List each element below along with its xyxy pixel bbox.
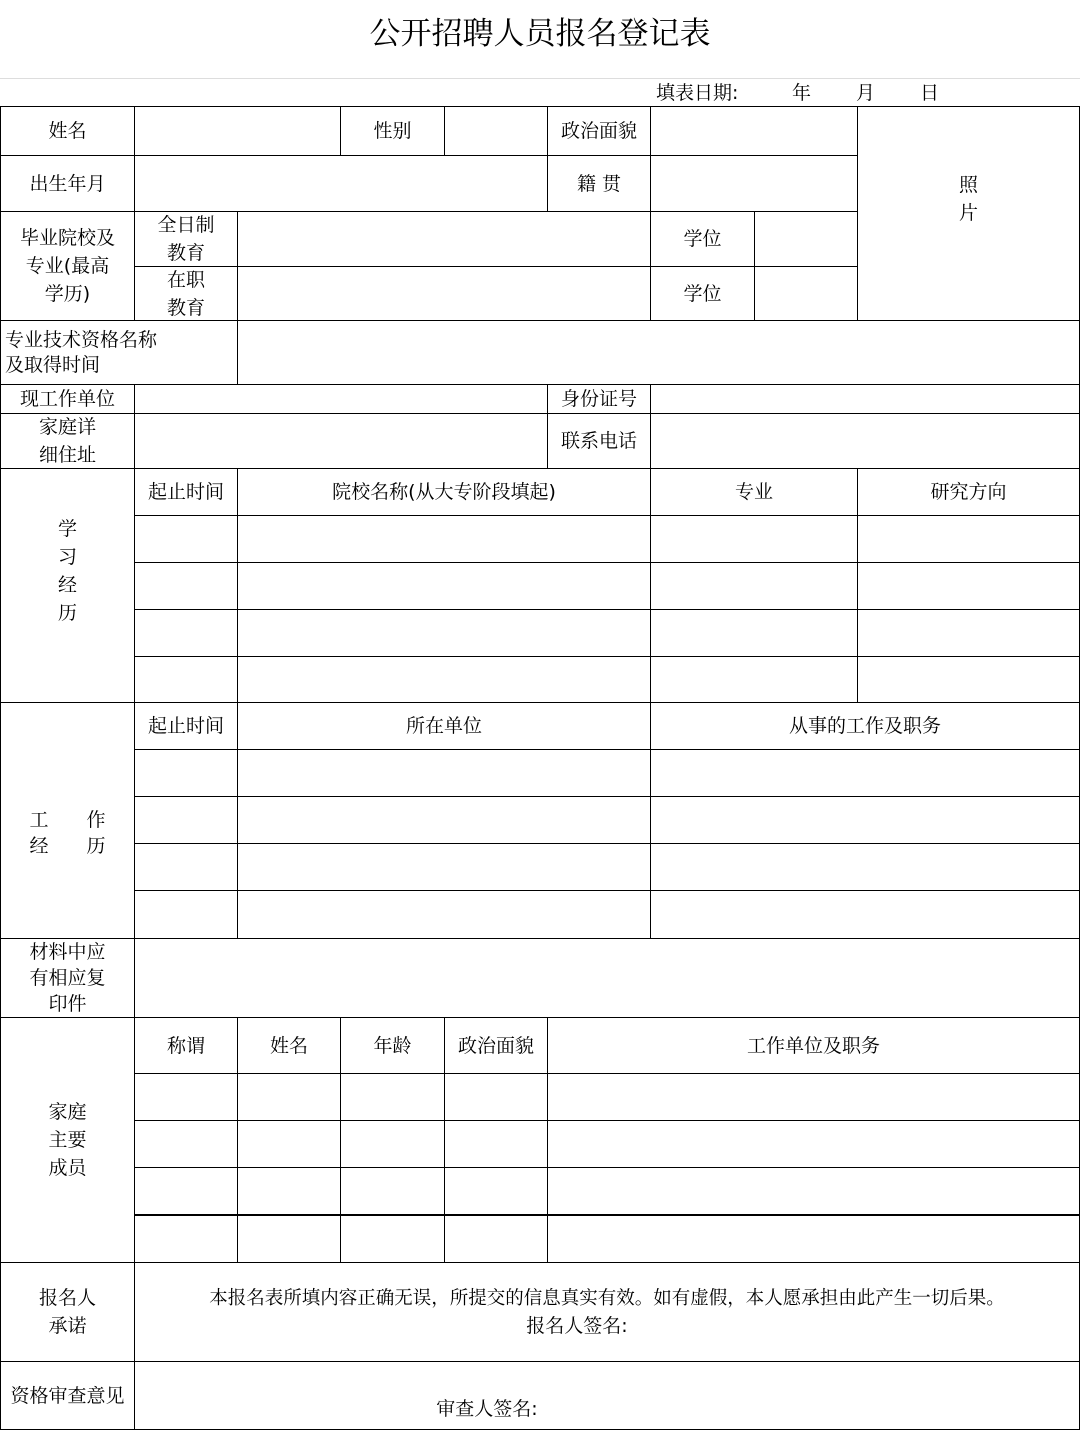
pledge-signature[interactable]: 报名人签名: [526,1315,628,1337]
work-row-1-duty[interactable] [650,749,1080,797]
form-title-text: 公开招聘人员报名登记表 [369,16,711,52]
family-row-4-political[interactable] [444,1214,548,1263]
date-year: 年 [792,82,812,104]
work-row-3-duty[interactable] [650,843,1080,891]
materials-field[interactable] [134,938,1080,1018]
family-row-4-relation[interactable] [134,1214,238,1263]
study-header-major: 专业 [650,468,858,516]
family-header-name: 姓名 [237,1017,341,1074]
family-row-3-political[interactable] [444,1167,548,1215]
family-header-employer: 工作单位及职务 [547,1017,1080,1074]
political-label: 政治面貌 [547,106,651,156]
family-row-4-employer[interactable] [547,1214,1080,1263]
study-row-4-major[interactable] [650,656,858,703]
review-signature: 审查人签名: [436,1398,538,1420]
study-row-3-period[interactable] [134,609,238,657]
family-row-1-name[interactable] [237,1073,341,1121]
review-label: 资格审查意见 [0,1361,135,1430]
address-field[interactable] [134,413,548,469]
birth-label: 出生年月 [0,155,135,212]
family-row-1-relation[interactable] [134,1073,238,1121]
study-header-school: 院校名称(从大专阶段填起) [237,468,651,516]
photo-box[interactable] [857,106,1080,321]
work-header-unit: 所在单位 [237,702,651,750]
native-label: 籍 贯 [547,155,651,212]
photo-label-2: 片 [958,201,978,224]
family-row-2-age[interactable] [340,1120,445,1168]
work-row-3-period[interactable] [134,843,238,891]
study-header-period: 起止时间 [134,468,238,516]
inservice-label: 在职 教育 [134,266,238,321]
birth-field[interactable] [134,155,548,212]
family-row-3-name[interactable] [237,1167,341,1215]
work-section-label: 工 作 经 历 [0,702,135,939]
id-label: 身份证号 [547,384,651,414]
degree-field-2[interactable] [754,266,858,321]
family-row-4-age[interactable] [340,1214,445,1263]
family-row-4-name[interactable] [237,1214,341,1263]
family-header-relation: 称谓 [134,1017,238,1074]
family-row-2-employer[interactable] [547,1120,1080,1168]
family-row-3-age[interactable] [340,1167,445,1215]
study-row-1-direction[interactable] [857,515,1080,563]
study-row-4-period[interactable] [134,656,238,703]
family-row-1-employer[interactable] [547,1073,1080,1121]
family-row-3-employer[interactable] [547,1167,1080,1215]
study-section-label: 学 习 经 历 [0,468,135,703]
family-row-1-political[interactable] [444,1073,548,1121]
family-header-age: 年龄 [340,1017,445,1074]
work-row-2-duty[interactable] [650,796,1080,844]
work-row-1-unit[interactable] [237,749,651,797]
study-row-3-school[interactable] [237,609,651,657]
degree-label-1: 学位 [650,211,755,267]
study-header-direction: 研究方向 [857,468,1080,516]
id-field[interactable] [650,384,1080,414]
political-field[interactable] [650,106,858,156]
phone-label: 联系电话 [547,413,651,469]
study-row-2-major[interactable] [650,562,858,610]
gender-label: 性别 [340,106,445,156]
gender-field[interactable] [444,106,548,156]
work-row-3-unit[interactable] [237,843,651,891]
inservice-field[interactable] [237,266,651,321]
cert-label: 专业技术资格名称 及取得时间 [0,320,238,385]
pledge-content [134,1262,1080,1362]
family-row-2-political[interactable] [444,1120,548,1168]
name-field[interactable] [134,106,341,156]
address-label: 家庭详 细住址 [0,413,135,469]
family-row-2-relation[interactable] [134,1120,238,1168]
employer-label: 现工作单位 [0,384,135,414]
work-row-4-duty[interactable] [650,890,1080,939]
degree-label-2: 学位 [650,266,755,321]
study-row-1-school[interactable] [237,515,651,563]
study-row-4-direction[interactable] [857,656,1080,703]
pledge-text: 本报名表所填内容正确无误，所提交的信息真实有效。如有虚假，本人愿承担由此产生一切后果。 [209,1288,1005,1309]
fulltime-label: 全日制 教育 [134,211,238,267]
date-day: 日 [920,82,940,104]
family-row-1-age[interactable] [340,1073,445,1121]
study-row-1-period[interactable] [134,515,238,563]
study-row-3-direction[interactable] [857,609,1080,657]
work-header-duty: 从事的工作及职务 [650,702,1080,750]
native-field[interactable] [650,155,858,212]
work-row-4-period[interactable] [134,890,238,939]
materials-label: 材料中应 有相应复 印件 [0,938,135,1018]
divider [0,78,1080,79]
study-row-2-direction[interactable] [857,562,1080,610]
family-header-political: 政治面貌 [444,1017,548,1074]
photo-label-1: 照 [958,173,978,196]
study-row-3-major[interactable] [650,609,858,657]
date-month: 月 [856,82,876,104]
study-row-2-school[interactable] [237,562,651,610]
name-label: 姓名 [0,106,135,156]
study-row-2-period[interactable] [134,562,238,610]
family-section-label: 家庭 主要 成员 [0,1017,135,1263]
work-header-period: 起止时间 [134,702,238,750]
fulltime-field[interactable] [237,211,651,267]
cert-field[interactable] [237,320,1080,385]
pledge-label: 报名人 承诺 [0,1262,135,1362]
work-row-4-unit[interactable] [237,890,651,939]
family-row-3-relation[interactable] [134,1167,238,1215]
work-row-2-unit[interactable] [237,796,651,844]
school-major-label: 毕业院校及 专业(最高 学历) [0,211,135,321]
form-title [0,0,1080,78]
work-row-1-period[interactable] [134,749,238,797]
family-row-2-name[interactable] [237,1120,341,1168]
study-row-4-school[interactable] [237,656,651,703]
review-content[interactable] [134,1361,1080,1430]
study-row-1-major[interactable] [650,515,858,563]
employer-field[interactable] [134,384,548,414]
date-label: 填表日期: [656,82,739,104]
work-row-2-period[interactable] [134,796,238,844]
degree-field-1[interactable] [754,211,858,267]
phone-field[interactable] [650,413,1080,469]
